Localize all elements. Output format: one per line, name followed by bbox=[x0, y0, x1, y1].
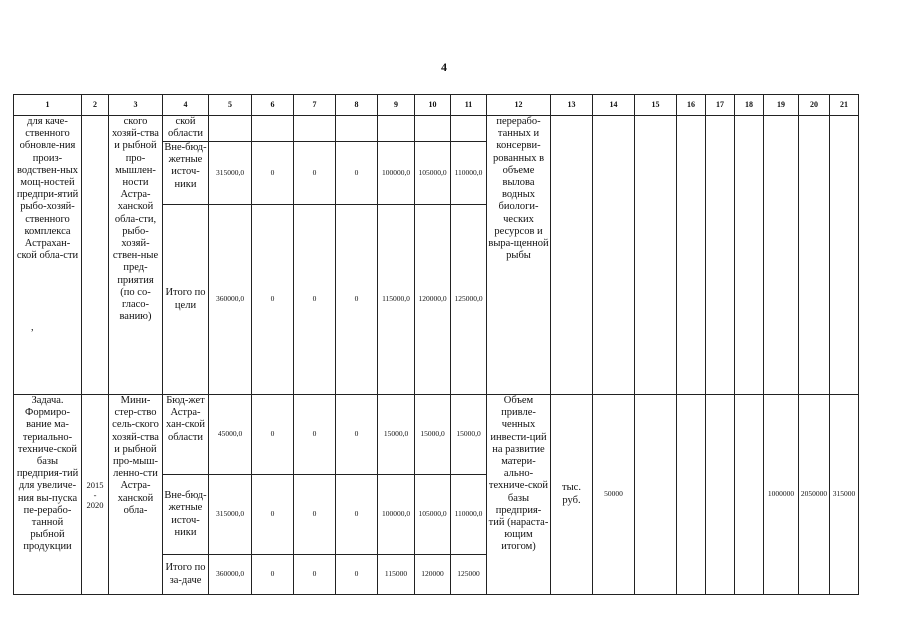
value-cell bbox=[294, 116, 336, 142]
value-cell: 125000,0 bbox=[451, 205, 487, 395]
header-cell: 7 bbox=[294, 95, 336, 116]
target-cell bbox=[799, 116, 830, 395]
value-cell: 15000,0 bbox=[415, 395, 451, 475]
source-cell: Вне-бюд-жетные источ-ники bbox=[163, 475, 209, 555]
value-cell: 315000,0 bbox=[209, 475, 252, 555]
header-cell: 8 bbox=[336, 95, 378, 116]
source-cell: Итого по цели bbox=[163, 205, 209, 395]
period-dash: - bbox=[93, 489, 97, 500]
empty-cell bbox=[677, 395, 706, 595]
unit-cell: тыс. руб. bbox=[551, 395, 593, 595]
value-cell: 0 bbox=[294, 142, 336, 205]
budget-table bbox=[13, 94, 859, 595]
value-cell bbox=[252, 116, 294, 142]
value-cell: 0 bbox=[252, 142, 294, 205]
value-cell: 315000,0 bbox=[209, 142, 252, 205]
value-cell bbox=[336, 116, 378, 142]
table-row bbox=[14, 116, 859, 142]
value-cell bbox=[415, 116, 451, 142]
indicator-cell: перерабо-танных и консерви-рованных в объеме вылова водных биологи-ческих ресурсов и выра-щенной рыбы bbox=[487, 116, 551, 395]
value-cell: 45000,0 bbox=[209, 395, 252, 475]
empty-cell bbox=[735, 395, 764, 595]
empty-cell bbox=[706, 395, 735, 595]
target-cell: 1000000 bbox=[764, 395, 799, 595]
stray-mark: , bbox=[31, 322, 34, 334]
value-cell: 0 bbox=[294, 395, 336, 475]
target-cell: 2050000 bbox=[799, 395, 830, 595]
executor-cell: ского хозяй-ства и рыбной про-мышлен-ности Астра-ханской обла-сти, рыбо-хозяй-ствен-ные пред-приятия (по со-гласо-ванию) bbox=[109, 116, 163, 395]
header-cell: 14 bbox=[593, 95, 635, 116]
source-cell: Бюд-жет Астра-хан-ской области bbox=[163, 395, 209, 475]
header-cell: 17 bbox=[706, 95, 735, 116]
period-start: 2015 bbox=[86, 479, 104, 490]
value-cell: 0 bbox=[336, 142, 378, 205]
value-cell: 15000,0 bbox=[451, 395, 487, 475]
value-cell: 0 bbox=[252, 205, 294, 395]
value-cell: 115000 bbox=[378, 555, 415, 595]
target-cell bbox=[764, 116, 799, 395]
header-cell: 12 bbox=[487, 95, 551, 116]
source-cell: ской области bbox=[163, 116, 209, 142]
value-cell: 360000,0 bbox=[209, 555, 252, 595]
empty-cell bbox=[735, 116, 764, 395]
value-cell: 0 bbox=[252, 475, 294, 555]
value-cell: 0 bbox=[294, 555, 336, 595]
value-cell: 0 bbox=[294, 475, 336, 555]
empty-cell bbox=[677, 116, 706, 395]
source-cell: Вне-бюд-жетные источ-ники bbox=[163, 142, 209, 205]
executor-cell: Мини-стер-ство сель-ского хозяй-ства и рыбной про-мыш-ленно-сти Астра-ханской обла- bbox=[109, 395, 163, 595]
header-cell: 18 bbox=[735, 95, 764, 116]
value-cell: 100000,0 bbox=[378, 142, 415, 205]
value-cell: 0 bbox=[336, 395, 378, 475]
source-cell: Итого по за-даче bbox=[163, 555, 209, 595]
header-row bbox=[14, 95, 859, 116]
value-cell: 0 bbox=[252, 555, 294, 595]
page-number: 4 bbox=[441, 60, 447, 74]
header-cell: 2 bbox=[82, 95, 109, 116]
goal-text: для каче-ственного обновле-ния произ-водствен-ных мощ-ностей предпри-ятий рыбо-хозяй-ственного комплекса Астрахан-ской обла-сти bbox=[16, 116, 79, 262]
empty-cell bbox=[635, 395, 677, 595]
value-cell: 360000,0 bbox=[209, 205, 252, 395]
header-cell: 13 bbox=[551, 95, 593, 116]
value-cell: 0 bbox=[294, 205, 336, 395]
unit-cell bbox=[551, 116, 593, 395]
value-cell: 0 bbox=[252, 395, 294, 475]
value-cell: 0 bbox=[336, 475, 378, 555]
task-cell: Задача. Формиро-вание ма-териально-техниче-ской базы предприя-тий для увеличе-ния вы-пуска пе-рерабо-танной рыбной продукции bbox=[14, 395, 82, 595]
value-cell: 125000 bbox=[451, 555, 487, 595]
value-cell: 105000,0 bbox=[415, 475, 451, 555]
empty-cell bbox=[635, 116, 677, 395]
period-cell bbox=[82, 395, 109, 595]
header-cell: 15 bbox=[635, 95, 677, 116]
value-cell: 110000,0 bbox=[451, 142, 487, 205]
base-value-cell: 50000 bbox=[593, 395, 635, 595]
value-cell bbox=[209, 116, 252, 142]
value-cell: 100000,0 bbox=[378, 475, 415, 555]
header-cell: 16 bbox=[677, 95, 706, 116]
target-cell bbox=[830, 116, 859, 395]
header-cell: 20 bbox=[799, 95, 830, 116]
value-cell: 115000,0 bbox=[378, 205, 415, 395]
indicator-cell: Объем привле-ченных инвести-ций на развитие матери-ально-техниче-ской базы предприя-тий (нараста-ющим итогом) bbox=[487, 395, 551, 595]
value-cell: 0 bbox=[336, 205, 378, 395]
header-cell: 6 bbox=[252, 95, 294, 116]
value-cell: 120000 bbox=[415, 555, 451, 595]
value-cell: 120000,0 bbox=[415, 205, 451, 395]
value-cell: 110000,0 bbox=[451, 475, 487, 555]
value-cell: 0 bbox=[336, 555, 378, 595]
header-cell: 10 bbox=[415, 95, 451, 116]
header-cell: 5 bbox=[209, 95, 252, 116]
value-cell bbox=[451, 116, 487, 142]
table-row bbox=[14, 395, 859, 475]
period-end: 2020 bbox=[86, 499, 104, 510]
value-cell bbox=[378, 116, 415, 142]
target-cell: 315000 bbox=[830, 395, 859, 595]
header-cell: 9 bbox=[378, 95, 415, 116]
header-cell: 19 bbox=[764, 95, 799, 116]
header-cell: 3 bbox=[109, 95, 163, 116]
base-value-cell bbox=[593, 116, 635, 395]
value-cell: 105000,0 bbox=[415, 142, 451, 205]
period-cell bbox=[82, 116, 109, 395]
empty-cell bbox=[706, 116, 735, 395]
goal-cell bbox=[14, 116, 82, 395]
header-cell: 11 bbox=[451, 95, 487, 116]
value-cell: 15000,0 bbox=[378, 395, 415, 475]
header-cell: 21 bbox=[830, 95, 859, 116]
header-cell: 1 bbox=[14, 95, 82, 116]
header-cell: 4 bbox=[163, 95, 209, 116]
